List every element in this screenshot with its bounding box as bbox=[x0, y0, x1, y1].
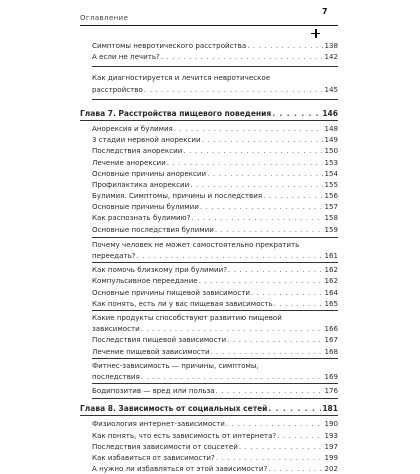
toc-entry-page: 169 bbox=[324, 371, 338, 381]
chapter-title: Глава 8. Зависимость от социальных сетей bbox=[80, 404, 268, 414]
entry-divider bbox=[92, 262, 338, 263]
toc-entry-page: 162 bbox=[324, 265, 338, 275]
dot-leader bbox=[144, 84, 323, 95]
dot-leader bbox=[137, 250, 323, 261]
toc-entry-title: Лечение пищевой зависимости bbox=[92, 346, 210, 356]
toc-entry[interactable] bbox=[80, 287, 338, 298]
toc-entry-page: 166 bbox=[324, 324, 338, 334]
dot-leader bbox=[200, 201, 323, 212]
toc-entry[interactable] bbox=[80, 123, 338, 134]
entry-divider bbox=[92, 66, 338, 67]
dot-leader bbox=[227, 334, 323, 345]
toc-entry-title: Последствия анорексии bbox=[92, 146, 183, 156]
toc-entry-title: Как диагностируется и лечится невротическое bbox=[92, 73, 271, 83]
toc-entry[interactable] bbox=[80, 275, 338, 286]
dot-leader bbox=[190, 179, 323, 190]
toc-entry-page: 155 bbox=[324, 179, 338, 189]
chapter-divider bbox=[80, 415, 338, 416]
dot-leader bbox=[183, 145, 323, 156]
toc-entry-page: 150 bbox=[324, 146, 338, 156]
toc-entry-title: Как распознать булимию? bbox=[92, 213, 191, 223]
entry-divider bbox=[92, 358, 338, 359]
toc-entry-title: Какие продукты способствуют развитию пищевой bbox=[92, 312, 282, 322]
toc-entry-title: Как помочь близкому при булимии? bbox=[92, 265, 227, 275]
toc-entry-title: Физиология интернет-зависимости bbox=[92, 419, 225, 429]
toc-entry-page: 167 bbox=[324, 335, 338, 345]
dot-leader bbox=[211, 346, 323, 357]
dot-leader bbox=[226, 418, 323, 429]
table-of-contents bbox=[80, 40, 338, 474]
toc-entry-title: Основные причины анорексии bbox=[92, 168, 207, 178]
dot-leader bbox=[268, 463, 323, 474]
toc-entry-page: 161 bbox=[324, 251, 338, 260]
toc-entry[interactable] bbox=[80, 452, 338, 463]
chapter-heading[interactable] bbox=[80, 403, 338, 414]
dot-leader bbox=[228, 264, 323, 275]
toc-entry-page: 197 bbox=[324, 441, 338, 451]
chapter-heading[interactable] bbox=[80, 108, 338, 119]
crop-mark-icon bbox=[311, 29, 320, 38]
toc-entry-title-cont: зависимости bbox=[92, 324, 140, 334]
toc-entry[interactable] bbox=[80, 212, 338, 223]
toc-entry[interactable] bbox=[80, 334, 338, 345]
toc-entry-page: 164 bbox=[324, 287, 338, 297]
toc-entry-page: 142 bbox=[324, 52, 338, 62]
dot-leader bbox=[215, 224, 323, 235]
entry-divider bbox=[92, 310, 338, 311]
entry-divider bbox=[92, 237, 338, 238]
toc-entry[interactable] bbox=[80, 134, 338, 145]
toc-entry-page: 149 bbox=[324, 135, 338, 145]
header-title: Оглавление bbox=[80, 14, 129, 22]
chapter-page: 146 bbox=[322, 108, 338, 118]
toc-entry-page: 138 bbox=[324, 41, 338, 50]
page-number: 7 bbox=[322, 7, 328, 16]
dot-leader bbox=[174, 123, 323, 134]
toc-entry-title: Симптомы невротического расстройства bbox=[92, 41, 247, 50]
toc-entry[interactable] bbox=[80, 72, 338, 94]
toc-entry-page: 148 bbox=[324, 123, 338, 133]
dot-leader bbox=[272, 108, 321, 119]
dot-leader bbox=[167, 157, 323, 168]
toc-entry[interactable] bbox=[80, 179, 338, 190]
toc-entry[interactable] bbox=[80, 298, 338, 309]
toc-entry-title-cont: переедать? bbox=[92, 251, 136, 260]
toc-entry-title: Бодипозитив — вред или польза bbox=[92, 386, 215, 396]
dot-leader bbox=[191, 212, 323, 223]
toc-entry-title: А если не лечить? bbox=[92, 52, 160, 62]
toc-entry-page: 190 bbox=[324, 419, 338, 429]
chapter-page: 181 bbox=[322, 404, 338, 414]
toc-entry-title: Как избавиться от зависимости? bbox=[92, 453, 215, 462]
toc-entry-title: Последствия пищевой зависимости bbox=[92, 335, 227, 345]
toc-entry-page: 176 bbox=[324, 386, 338, 396]
toc-entry[interactable] bbox=[80, 346, 338, 357]
toc-entry[interactable] bbox=[80, 264, 338, 275]
toc-entry[interactable] bbox=[80, 190, 338, 201]
toc-entry-page: 145 bbox=[324, 84, 338, 94]
toc-entry-title: Основные последствия булимии bbox=[92, 224, 214, 234]
dot-leader bbox=[268, 403, 321, 414]
dot-leader bbox=[141, 371, 323, 382]
toc-entry-title: Фитнес-зависимость — причины, симптомы, bbox=[92, 360, 259, 370]
toc-entry[interactable] bbox=[80, 463, 338, 474]
dot-leader bbox=[207, 168, 323, 179]
toc-entry-title: Как понять, есть ли у вас пищевая зависимость bbox=[92, 298, 273, 308]
toc-entry-title: 3 стадии нервной анорексии bbox=[92, 135, 201, 145]
toc-entry-title: Булимия. Симптомы, причины и последствия bbox=[92, 191, 263, 201]
toc-entry[interactable] bbox=[80, 51, 338, 62]
toc-entry-page: 159 bbox=[324, 224, 338, 234]
toc-entry-page: 157 bbox=[324, 202, 338, 212]
toc-entry-title: Как понять, что есть зависимость от интернета? bbox=[92, 430, 277, 440]
toc-entry-title-cont: расстройство bbox=[92, 84, 143, 94]
toc-entry[interactable] bbox=[80, 360, 338, 382]
toc-entry-title-cont: последствия bbox=[92, 371, 140, 381]
toc-entry[interactable] bbox=[80, 430, 338, 441]
dot-leader bbox=[239, 441, 323, 452]
dot-leader bbox=[216, 385, 323, 396]
toc-entry[interactable] bbox=[80, 201, 338, 212]
toc-entry-page: 154 bbox=[324, 168, 338, 178]
toc-entry[interactable] bbox=[80, 157, 338, 168]
dot-leader bbox=[141, 323, 323, 334]
toc-entry-page: 153 bbox=[324, 157, 338, 167]
toc-entry-page: 156 bbox=[324, 191, 338, 201]
dot-leader bbox=[277, 430, 323, 441]
toc-entry-title: Последствия зависимости от соцсетей bbox=[92, 441, 238, 451]
dot-leader bbox=[216, 452, 323, 463]
toc-entry-title: Компульсивное переедание bbox=[92, 276, 198, 286]
toc-entry[interactable] bbox=[80, 385, 338, 396]
toc-entry[interactable] bbox=[80, 40, 338, 51]
toc-entry[interactable] bbox=[80, 239, 338, 261]
toc-entry[interactable] bbox=[80, 312, 338, 334]
toc-entry-page: 202 bbox=[324, 464, 338, 474]
toc-entry-page: 168 bbox=[324, 346, 338, 356]
entry-divider bbox=[92, 398, 338, 399]
toc-entry[interactable] bbox=[80, 168, 338, 179]
chapter-divider bbox=[80, 120, 338, 121]
toc-entry-title: Основные причины булимии bbox=[92, 202, 199, 212]
toc-entry[interactable] bbox=[80, 418, 338, 429]
dot-leader bbox=[251, 287, 323, 298]
entry-divider bbox=[92, 99, 338, 100]
entry-divider bbox=[92, 383, 338, 384]
dot-leader bbox=[199, 275, 323, 286]
toc-entry[interactable] bbox=[80, 145, 338, 156]
chapter-title: Глава 7. Расстройства пищевого поведения bbox=[80, 108, 272, 118]
toc-entry-page: 158 bbox=[324, 213, 338, 223]
toc-entry[interactable] bbox=[80, 224, 338, 235]
toc-entry[interactable] bbox=[80, 441, 338, 452]
dot-leader bbox=[263, 190, 323, 201]
toc-entry-title: Профилактика анорексии bbox=[92, 179, 190, 189]
dot-leader bbox=[274, 298, 323, 309]
dot-leader bbox=[161, 51, 323, 62]
toc-entry-page: 162 bbox=[324, 276, 338, 286]
toc-entry-title: А нужно ли избавляться от этой зависимости? bbox=[92, 464, 268, 474]
toc-entry-title: Основные причины пищевой зависимости bbox=[92, 287, 250, 297]
toc-entry-page: 165 bbox=[324, 298, 338, 308]
toc-entry-page: 199 bbox=[324, 453, 338, 462]
toc-entry-title: Почему человек не может самостоятельно прекратить bbox=[92, 239, 300, 249]
dot-leader bbox=[202, 134, 323, 145]
toc-entry-title: Лечение анорексии bbox=[92, 157, 166, 167]
running-header bbox=[80, 14, 338, 34]
toc-entry-title: Анорексия и булимия bbox=[92, 123, 173, 133]
toc-entry-page: 193 bbox=[324, 430, 338, 440]
header-rule bbox=[80, 25, 338, 26]
dot-leader bbox=[247, 40, 323, 51]
